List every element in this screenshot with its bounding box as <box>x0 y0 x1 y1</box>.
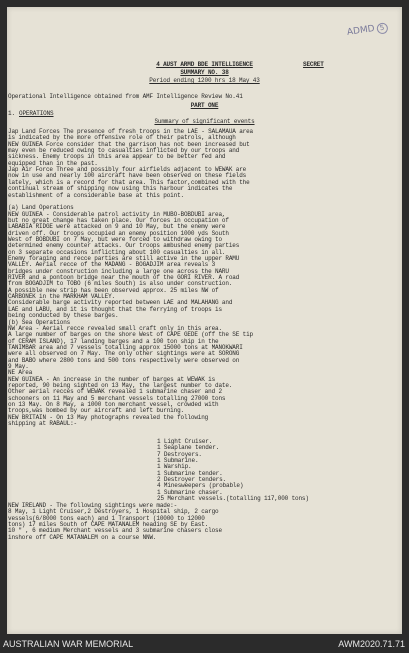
shipping-item: 2 Destroyer tenders. <box>157 476 227 484</box>
header-title-row <box>7 61 402 68</box>
body-line: but no great change has taken place. Our forces in occupation of <box>8 216 229 224</box>
body-line: and BABO where 2800 tons and 500 tons respectively were observed on <box>8 356 240 364</box>
shipping-item: 1 Seaplane tender. <box>157 444 220 452</box>
body-line: CARBONEK in the MARKHAM VALLEY. <box>8 293 115 301</box>
body-line: NEW BRITAIN - On 13 May photographs revealed the following <box>8 413 209 421</box>
report-period: Period ending 1200 hrs 18 May 43 <box>149 77 260 84</box>
shipping-item: 1 Submarine tender. <box>157 469 223 477</box>
body-line: now in use and nearly 100 aircraft have been observed on these fields <box>8 172 247 180</box>
tail-line: vessels(6/8000 tons each) and 1 Transport (10000 to 12000 <box>8 514 205 522</box>
body-line: 9 May. <box>8 362 29 370</box>
shipping-item: 1 Submarine. <box>157 457 199 465</box>
body-line: Jap Land Forces The presence of fresh troops in the LAE - SALAMAUA area <box>8 128 253 135</box>
body-line: troops,was bombed by our aircraft and left burning. <box>8 407 184 415</box>
shipping-item: 4 Minesweepers (probable) <box>157 482 244 490</box>
document-page <box>7 7 402 634</box>
body-line: establishment of a considerable base at this point. <box>8 191 184 199</box>
shipping-item: 1 Submarine chaser. <box>157 488 223 496</box>
section-subtitle: Summary of significant events <box>154 118 255 125</box>
tail-line: inshore off CAPE MATANALEM on a course NNW. <box>8 533 157 541</box>
summary-number: SUMMARY NO. 38 <box>180 69 229 76</box>
body-line: NE Area <box>8 369 33 377</box>
body-line: from BOGADJIM to TOBO (6 miles South) is also under construction. <box>8 280 233 288</box>
body-line: continual stream of shipping now using this harbour indicates the <box>8 185 233 193</box>
body-line: NW Area - Aerial recce revealed small craft only in this area. <box>8 324 222 332</box>
handwritten-ref-circled: 5 <box>376 22 388 34</box>
body-line: equipped than in the past. <box>8 159 98 167</box>
body-line: West of BOBDUBI on 7 May, but were forced to withdraw owing to <box>8 235 222 243</box>
body-line: bridges under construction including a large one across the NARU <box>8 267 229 275</box>
body-line: sickness. Enemy troops in this area appear to be better fed and <box>8 153 226 161</box>
section-number: 1. <box>8 110 15 117</box>
tail-line: 8 May, 1 Light Cruiser,2 Destroyers, 1 Hospital ship, 2 cargo <box>8 508 219 516</box>
body-line: reported, 90 being sighted on 13 May, the largest number to date. <box>8 382 233 389</box>
body-line: A large number of barges on the shore West of CAPE GEDE (off the SE tip <box>8 331 253 339</box>
part-heading: PART ONE <box>190 102 219 109</box>
shipping-item: 25 Merchant vessels.(totalling 117,000 tons) <box>157 495 309 503</box>
body-line: NEW GUINEA - An increase in the number of barges at WEWAK is <box>8 375 216 383</box>
body-line: on 13 May. On 8 May, a 1000 ton merchant vessel, crowded with <box>8 401 219 409</box>
section-title: OPERATIONS <box>19 110 54 117</box>
body-line: lately, which is a record for that area. This factor,combined with the <box>8 178 250 186</box>
body-line: determined enemy counter attacks. Our troops ambushed enemy parties <box>8 242 240 250</box>
body-line: of CERAM ISLAND), 17 landing barges and a 100 ton ship in the <box>8 337 219 345</box>
tail-line: tons) 17 miles South of CAPE MATANALEM heading SE by East. <box>8 521 209 529</box>
body-line: is indicated by the more offensive role of their patrols, although <box>8 134 236 142</box>
body-line: shipping at RABAUL:- <box>8 420 78 428</box>
body-line: may even be reduced owing to casualties inflicted by our troops and <box>8 147 240 155</box>
body-line: driven off. Our troops occupied an enemy position 1000 yds South <box>8 229 229 237</box>
shipping-item: 7 Destroyers. <box>157 450 202 458</box>
handwritten-reference <box>347 22 389 39</box>
shipping-item: 1 Warship. <box>157 463 192 471</box>
source-line: Operational Intelligence obtained from AMF Intelligence Review No.41 <box>8 93 243 100</box>
tail-line: 10 " , 6 medium Merchant vessels and 3 submarine chasers close <box>8 527 222 535</box>
body-line: LAE and LABU, and it is thought that the ferrying of troops is <box>8 305 222 313</box>
body-line: NEW GUINEA - Considerable patrol activity in MUBO-BOBDUBI area, <box>8 210 226 218</box>
handwritten-ref-text: ADMD <box>346 24 376 38</box>
body-line: LABABIA RIDGE were attacked on 9 and 10 May, but the enemy were <box>8 223 226 231</box>
footer-accession: AWM2020.71.71 <box>338 639 405 649</box>
footer-bar <box>0 636 409 653</box>
body-line: Enemy foraging and recce parties are still active in the upper RAMU <box>8 255 240 262</box>
tail-line: NEW IRELAND - The following sightings were made:- <box>8 502 178 509</box>
body-line: RIVER and a pontoon bridge near the mouth of the GORI RIVER. A road <box>8 274 240 282</box>
body-line: were all observed on 7 May. The only other sightings were at SORONG <box>8 350 240 358</box>
body-line: (a) Land Operations <box>8 204 74 212</box>
footer-institution: AUSTRALIAN WAR MEMORIAL <box>3 639 134 649</box>
body-line: on 3 separate occasions inflicting about 100 casualties in all. <box>8 248 226 256</box>
body-line: TANIMBAR area and 7 vessels totalling approx 15000 tons at MANOKWARI <box>8 343 243 351</box>
body-line: A possible new strip has been observed approx. 25 miles NW of <box>8 286 219 294</box>
body-line: Other aerial recces of WEWAK revealed 1 submarine chaser and 2 <box>8 388 222 396</box>
body-line: (b) Sea Operations <box>8 318 71 326</box>
body-line: schooners on 11 May and 5 merchant vessels totalling 27000 tons <box>8 394 226 402</box>
classification: SECRET <box>303 61 324 68</box>
body-line: Considerable barge activity reported between LAE and MALAHANG and <box>8 299 233 307</box>
body-line: Jap Air Force Three and possibly four airfields adjacent to WEWAK are <box>8 166 247 174</box>
body-line: being conducted by these barges. <box>8 312 119 320</box>
shipping-item: 1 Light Cruiser. <box>157 438 213 445</box>
body-line: VALLEY. Aerial recce of the MADANG - BOGADJIM area reveals 3 <box>8 261 216 269</box>
header-title: 4 AUST ARMD BDE INTELLIGENCE <box>156 61 253 68</box>
body-line: NEW GUINEA Force consider that the garrison has not been increased but <box>8 140 250 148</box>
